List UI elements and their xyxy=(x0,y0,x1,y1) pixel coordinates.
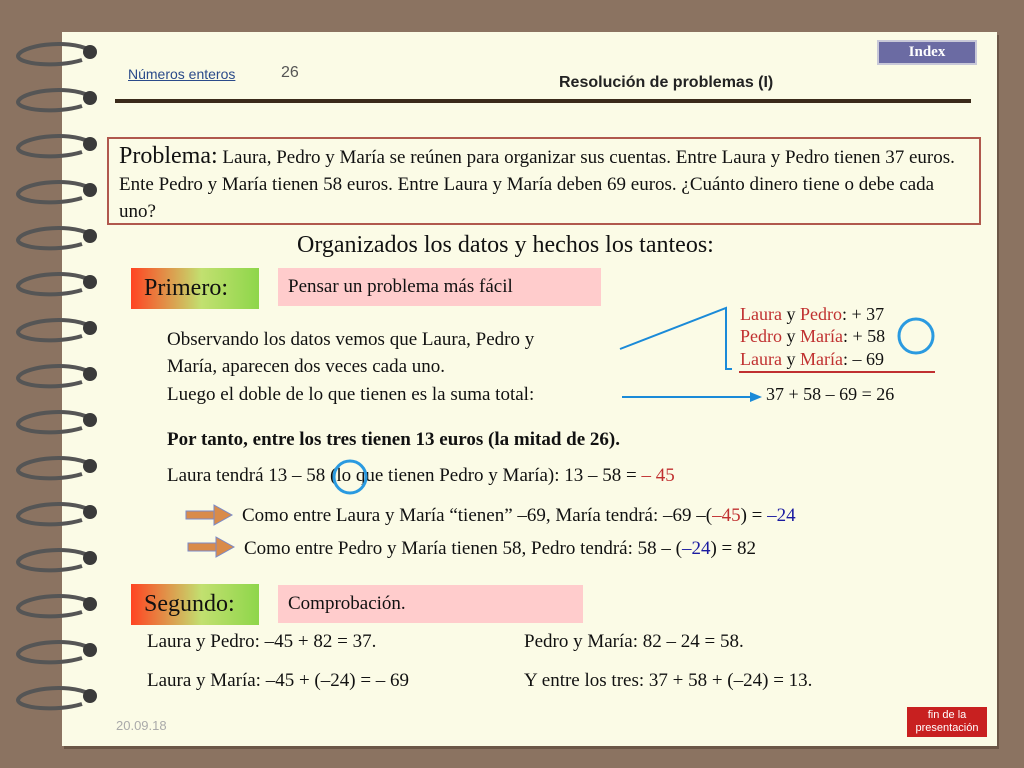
eq-value: : + 58 xyxy=(842,326,886,346)
segundo-label: Segundo: xyxy=(131,584,259,625)
maria-result: –24 xyxy=(767,505,796,526)
observation-line-2: María, aparecen dos veces cada uno. xyxy=(167,356,445,377)
pedro-inner-value: –24 xyxy=(681,538,711,559)
page-number: 26 xyxy=(281,64,299,81)
eq-name: Pedro xyxy=(740,326,782,346)
eq-conj: y xyxy=(781,349,800,369)
eq-name: Pedro xyxy=(799,304,842,324)
arrow-right-icon xyxy=(188,537,234,557)
eq-value: : – 69 xyxy=(842,349,884,369)
primero-hint-box: Pensar un problema más fácil xyxy=(278,268,601,306)
maria-inner-value: –45 xyxy=(712,505,741,526)
segundo-hint-box: Comprobación. xyxy=(278,585,583,623)
pedro-suffix: ) = 82 xyxy=(710,538,756,559)
nav-link-numeros-enteros[interactable]: Números enteros xyxy=(128,66,236,82)
problem-label: Problema: xyxy=(119,143,218,169)
check-total: Y entre los tres: 37 + 58 + (–24) = 13. xyxy=(524,670,813,691)
arrow-to-total-head xyxy=(750,392,762,402)
eq-name: Laura xyxy=(740,349,782,369)
eq-name: Laura xyxy=(740,304,782,324)
laura-prefix: Laura tendrá 13 – 58 (lo que tienen Pedro y María): 13 – 58 = xyxy=(167,465,642,486)
observation-line-1: Observando los datos vemos que Laura, Pedro y xyxy=(167,329,535,350)
eq-name: María xyxy=(800,326,843,346)
eq-name: María xyxy=(799,349,843,369)
pedro-prefix: Como entre Pedro y María tienen 58, Pedro tendrá: 58 – ( xyxy=(244,538,682,559)
problem-text: Laura, Pedro y María se reúnen para organizar sus cuentas. Entre Laura y Pedro tienen 37 euros. Ente Pedro y María tienen 58 euros. Entre Laura y María deben 69 euros. ¿Cuánto dinero tiene o debe cada uno? xyxy=(119,147,955,222)
eq-conj: y xyxy=(782,326,800,346)
arrow-right-icon xyxy=(186,505,232,525)
index-button[interactable]: Index xyxy=(877,40,977,65)
organize-heading: Organizados los datos y hechos los tanteos: xyxy=(297,232,714,258)
highlight-circle-58-bottom xyxy=(334,461,366,493)
check-pedro-maria: Pedro y María: 82 – 24 = 58. xyxy=(524,631,744,652)
check-laura-maria: Laura y María: –45 + (–24) = – 69 xyxy=(147,670,410,691)
conclusion-text: Por tanto, entre los tres tienen 13 euros (la mitad de 26). xyxy=(167,429,620,450)
slide-date: 20.09.18 xyxy=(116,718,167,733)
maria-prefix: Como entre Laura y María “tienen” –69, María tendrá: –69 –( xyxy=(242,505,713,526)
highlight-circle-58-top xyxy=(899,319,933,353)
primero-label: Primero: xyxy=(131,268,259,309)
eq-conj: y xyxy=(781,304,800,324)
maria-middle: ) = xyxy=(740,505,768,526)
bracket-line xyxy=(620,308,732,369)
sum-total: 37 + 58 – 69 = 26 xyxy=(766,384,895,404)
slide-title: Resolución de problemas (I) xyxy=(559,74,774,91)
eq-value: : + 37 xyxy=(841,304,885,324)
laura-result: – 45 xyxy=(641,465,675,486)
end-presentation-button[interactable]: fin de la presentación xyxy=(907,707,987,737)
check-laura-pedro: Laura y Pedro: –45 + 82 = 37. xyxy=(147,631,377,652)
observation-line-3: Luego el doble de lo que tienen es la suma total: xyxy=(167,384,535,405)
